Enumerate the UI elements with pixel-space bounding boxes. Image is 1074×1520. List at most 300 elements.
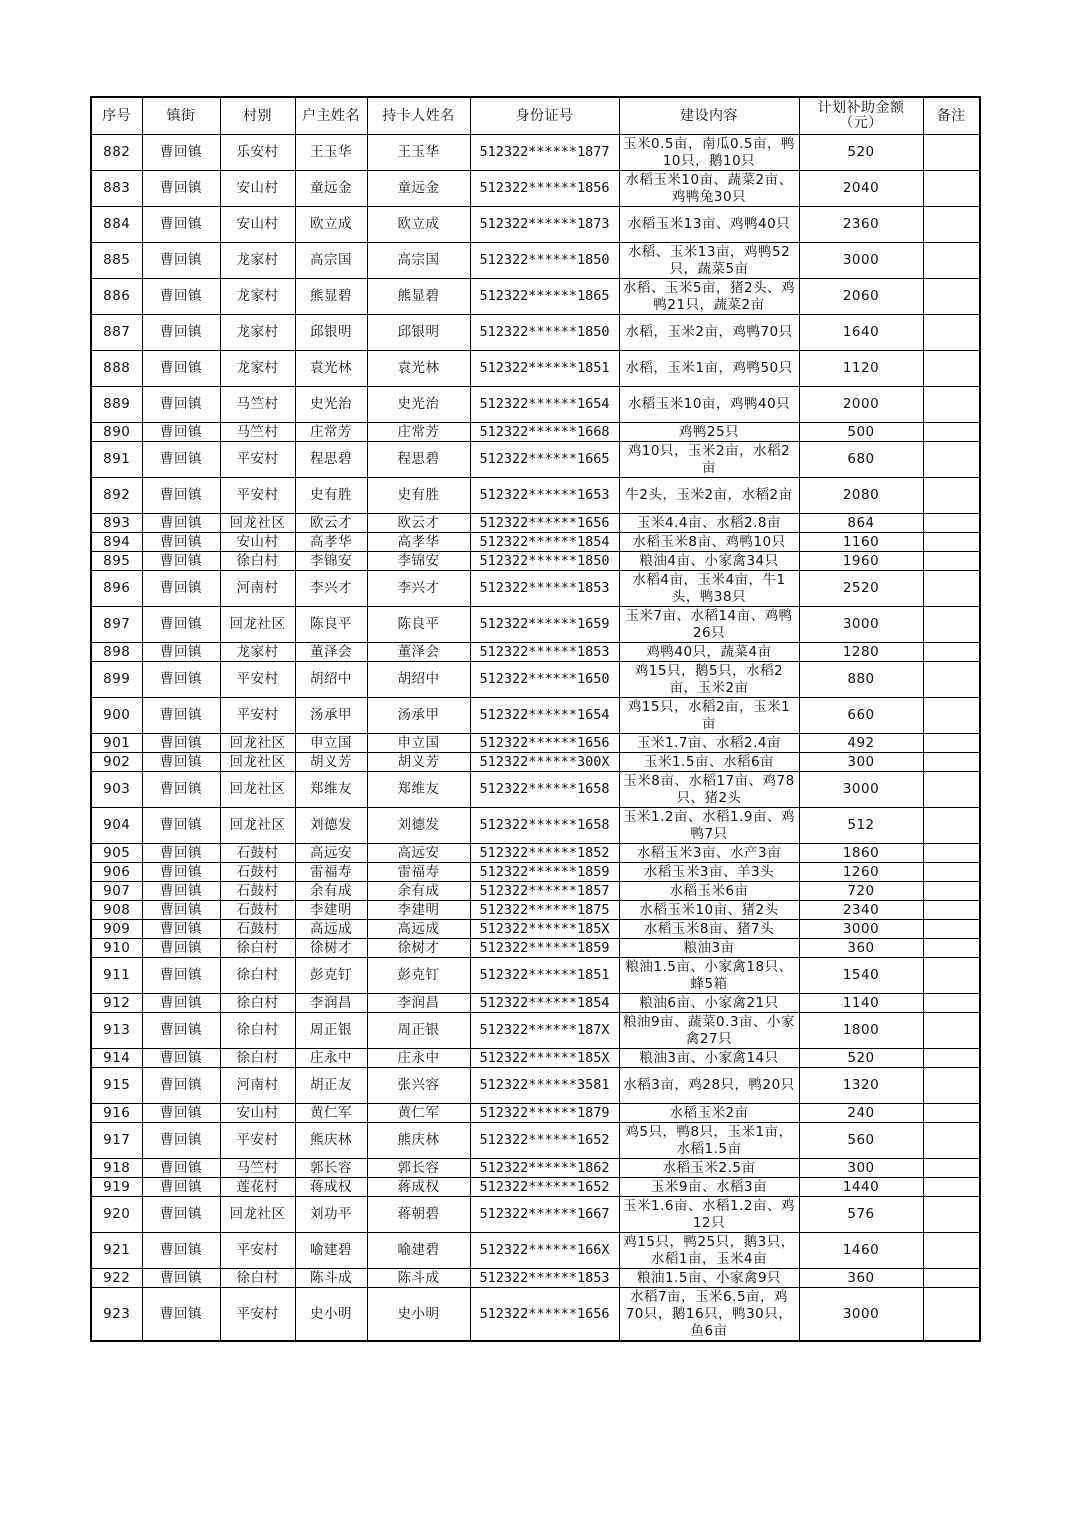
cell-household-head: 欧云才 bbox=[295, 514, 367, 533]
cell-construction: 水稻玉米2亩 bbox=[619, 1104, 799, 1123]
cell-subsidy: 720 bbox=[799, 882, 923, 901]
table-row bbox=[91, 1068, 980, 1104]
cell-town: 曹回镇 bbox=[142, 958, 220, 994]
cell-construction: 粮油4亩、小家禽34只 bbox=[619, 552, 799, 571]
table-row bbox=[91, 1269, 980, 1288]
cell-id-number: 512322******1654 bbox=[470, 387, 619, 423]
table-row bbox=[91, 901, 980, 920]
table-row bbox=[91, 844, 980, 863]
cell-card-holder: 熊显碧 bbox=[367, 279, 470, 315]
cell-household-head: 庄常芳 bbox=[295, 423, 367, 442]
cell-village: 回龙社区 bbox=[220, 607, 295, 643]
cell-subsidy: 520 bbox=[799, 1049, 923, 1068]
cell-no: 906 bbox=[91, 863, 142, 882]
cell-town: 曹回镇 bbox=[142, 207, 220, 243]
cell-remark bbox=[923, 442, 980, 478]
table-row bbox=[91, 958, 980, 994]
cell-town: 曹回镇 bbox=[142, 920, 220, 939]
cell-village: 徐白村 bbox=[220, 552, 295, 571]
cell-no: 908 bbox=[91, 901, 142, 920]
cell-household-head: 周正银 bbox=[295, 1013, 367, 1049]
table-row bbox=[91, 939, 980, 958]
cell-town: 曹回镇 bbox=[142, 643, 220, 662]
cell-village: 平安村 bbox=[220, 478, 295, 514]
cell-subsidy: 2040 bbox=[799, 171, 923, 207]
cell-household-head: 高孝华 bbox=[295, 533, 367, 552]
cell-subsidy: 2520 bbox=[799, 571, 923, 607]
cell-town: 曹回镇 bbox=[142, 135, 220, 171]
cell-id-number: 512322******1668 bbox=[470, 423, 619, 442]
cell-town: 曹回镇 bbox=[142, 734, 220, 753]
cell-village: 徐白村 bbox=[220, 994, 295, 1013]
table-row bbox=[91, 920, 980, 939]
cell-construction: 水稻7亩，玉米6.5亩，鸡70只，鹅16只，鸭30只，鱼6亩 bbox=[619, 1288, 799, 1342]
table-body bbox=[91, 135, 980, 1342]
cell-id-number: 512322******185X bbox=[470, 920, 619, 939]
cell-village: 乐安村 bbox=[220, 135, 295, 171]
cell-village: 石鼓村 bbox=[220, 844, 295, 863]
cell-construction: 水稻玉米6亩 bbox=[619, 882, 799, 901]
cell-village: 回龙社区 bbox=[220, 734, 295, 753]
cell-town: 曹回镇 bbox=[142, 552, 220, 571]
table-row bbox=[91, 442, 980, 478]
cell-household-head: 熊显碧 bbox=[295, 279, 367, 315]
cell-id-number: 512322******185X bbox=[470, 1049, 619, 1068]
cell-construction: 鸡15只，鸭25只，鹅3只，水稻1亩，玉米4亩 bbox=[619, 1233, 799, 1269]
cell-no: 895 bbox=[91, 552, 142, 571]
cell-construction: 鸡15只，鹅5只，水稻2亩，玉米2亩 bbox=[619, 662, 799, 698]
cell-subsidy: 1160 bbox=[799, 533, 923, 552]
cell-id-number: 512322******1658 bbox=[470, 772, 619, 808]
cell-construction: 牛2头，玉米2亩，水稻2亩 bbox=[619, 478, 799, 514]
cell-town: 曹回镇 bbox=[142, 1288, 220, 1342]
cell-subsidy: 1460 bbox=[799, 1233, 923, 1269]
cell-village: 龙家村 bbox=[220, 279, 295, 315]
cell-remark bbox=[923, 698, 980, 734]
cell-card-holder: 汤承甲 bbox=[367, 698, 470, 734]
cell-remark bbox=[923, 863, 980, 882]
cell-remark bbox=[923, 844, 980, 863]
cell-no: 899 bbox=[91, 662, 142, 698]
cell-household-head: 余有成 bbox=[295, 882, 367, 901]
cell-household-head: 袁光林 bbox=[295, 351, 367, 387]
cell-subsidy: 680 bbox=[799, 442, 923, 478]
cell-village: 河南村 bbox=[220, 571, 295, 607]
cell-construction: 鸡鸭40只，蔬菜4亩 bbox=[619, 643, 799, 662]
cell-construction: 粮油1.5亩、小家禽18只、蜂5箱 bbox=[619, 958, 799, 994]
cell-id-number: 512322******1879 bbox=[470, 1104, 619, 1123]
cell-town: 曹回镇 bbox=[142, 1269, 220, 1288]
cell-village: 平安村 bbox=[220, 1123, 295, 1159]
cell-village: 龙家村 bbox=[220, 315, 295, 351]
cell-construction: 水稻3亩，鸡28只，鸭20只 bbox=[619, 1068, 799, 1104]
cell-no: 910 bbox=[91, 939, 142, 958]
cell-no: 889 bbox=[91, 387, 142, 423]
cell-subsidy: 1800 bbox=[799, 1013, 923, 1049]
cell-subsidy: 360 bbox=[799, 939, 923, 958]
cell-id-number: 512322******166X bbox=[470, 1233, 619, 1269]
cell-town: 曹回镇 bbox=[142, 607, 220, 643]
cell-card-holder: 徐树才 bbox=[367, 939, 470, 958]
cell-no: 898 bbox=[91, 643, 142, 662]
cell-town: 曹回镇 bbox=[142, 478, 220, 514]
cell-construction: 玉米1.6亩、水稻1.2亩、鸡12只 bbox=[619, 1197, 799, 1233]
cell-subsidy: 360 bbox=[799, 1269, 923, 1288]
cell-remark bbox=[923, 882, 980, 901]
cell-card-holder: 高远成 bbox=[367, 920, 470, 939]
cell-remark bbox=[923, 1013, 980, 1049]
cell-card-holder: 熊庆林 bbox=[367, 1123, 470, 1159]
cell-no: 896 bbox=[91, 571, 142, 607]
cell-no: 883 bbox=[91, 171, 142, 207]
cell-construction: 鸡鸭25只 bbox=[619, 423, 799, 442]
cell-remark bbox=[923, 351, 980, 387]
cell-construction: 水稻玉米3亩、羊3头 bbox=[619, 863, 799, 882]
header-no: 序号 bbox=[91, 97, 142, 135]
cell-construction: 玉米1.7亩、水稻2.4亩 bbox=[619, 734, 799, 753]
cell-remark bbox=[923, 533, 980, 552]
cell-household-head: 史小明 bbox=[295, 1288, 367, 1342]
cell-id-number: 512322******187X bbox=[470, 1013, 619, 1049]
cell-id-number: 512322******1853 bbox=[470, 1269, 619, 1288]
cell-village: 龙家村 bbox=[220, 351, 295, 387]
table-row bbox=[91, 753, 980, 772]
cell-card-holder: 李锦安 bbox=[367, 552, 470, 571]
cell-no: 914 bbox=[91, 1049, 142, 1068]
cell-card-holder: 胡绍中 bbox=[367, 662, 470, 698]
cell-household-head: 喻建碧 bbox=[295, 1233, 367, 1269]
cell-no: 919 bbox=[91, 1178, 142, 1197]
table-row bbox=[91, 882, 980, 901]
cell-village: 平安村 bbox=[220, 1233, 295, 1269]
header-remark: 备注 bbox=[923, 97, 980, 135]
cell-subsidy: 3000 bbox=[799, 243, 923, 279]
cell-id-number: 512322******1856 bbox=[470, 171, 619, 207]
cell-household-head: 高远成 bbox=[295, 920, 367, 939]
cell-remark bbox=[923, 939, 980, 958]
cell-village: 回龙社区 bbox=[220, 772, 295, 808]
table-row bbox=[91, 207, 980, 243]
cell-household-head: 欧立成 bbox=[295, 207, 367, 243]
cell-subsidy: 660 bbox=[799, 698, 923, 734]
cell-village: 徐白村 bbox=[220, 1013, 295, 1049]
cell-construction: 水稻玉米10亩、猪2头 bbox=[619, 901, 799, 920]
cell-household-head: 李兴才 bbox=[295, 571, 367, 607]
cell-remark bbox=[923, 643, 980, 662]
table-row bbox=[91, 808, 980, 844]
cell-remark bbox=[923, 607, 980, 643]
cell-remark bbox=[923, 279, 980, 315]
cell-village: 回龙社区 bbox=[220, 808, 295, 844]
cell-village: 平安村 bbox=[220, 698, 295, 734]
cell-village: 徐白村 bbox=[220, 1049, 295, 1068]
cell-household-head: 熊庆林 bbox=[295, 1123, 367, 1159]
table-row bbox=[91, 1178, 980, 1197]
cell-card-holder: 高宗国 bbox=[367, 243, 470, 279]
cell-household-head: 童远金 bbox=[295, 171, 367, 207]
cell-remark bbox=[923, 207, 980, 243]
cell-remark bbox=[923, 552, 980, 571]
cell-no: 911 bbox=[91, 958, 142, 994]
cell-no: 884 bbox=[91, 207, 142, 243]
cell-subsidy: 2080 bbox=[799, 478, 923, 514]
table-row bbox=[91, 1104, 980, 1123]
cell-id-number: 512322******1656 bbox=[470, 1288, 619, 1342]
table-row bbox=[91, 533, 980, 552]
header-card-holder: 持卡人姓名 bbox=[367, 97, 470, 135]
cell-household-head: 郭长容 bbox=[295, 1159, 367, 1178]
cell-no: 903 bbox=[91, 772, 142, 808]
cell-remark bbox=[923, 171, 980, 207]
cell-remark bbox=[923, 1049, 980, 1068]
table-row bbox=[91, 171, 980, 207]
table-row bbox=[91, 1049, 980, 1068]
table-row bbox=[91, 514, 980, 533]
cell-construction: 水稻，玉米2亩，鸡鸭70只 bbox=[619, 315, 799, 351]
cell-village: 安山村 bbox=[220, 533, 295, 552]
header-subsidy: 计划补助金额（元） bbox=[799, 97, 923, 135]
cell-remark bbox=[923, 243, 980, 279]
cell-subsidy: 560 bbox=[799, 1123, 923, 1159]
cell-household-head: 王玉华 bbox=[295, 135, 367, 171]
cell-id-number: 512322******1658 bbox=[470, 808, 619, 844]
cell-card-holder: 童远金 bbox=[367, 171, 470, 207]
cell-remark bbox=[923, 1269, 980, 1288]
cell-no: 897 bbox=[91, 607, 142, 643]
cell-subsidy: 520 bbox=[799, 135, 923, 171]
header-household-head: 户主姓名 bbox=[295, 97, 367, 135]
cell-subsidy: 1860 bbox=[799, 844, 923, 863]
cell-town: 曹回镇 bbox=[142, 772, 220, 808]
cell-no: 904 bbox=[91, 808, 142, 844]
header-town: 镇街 bbox=[142, 97, 220, 135]
cell-construction: 水稻玉米10亩，鸡鸭40只 bbox=[619, 387, 799, 423]
cell-card-holder: 庄常芳 bbox=[367, 423, 470, 442]
cell-no: 894 bbox=[91, 533, 142, 552]
cell-town: 曹回镇 bbox=[142, 514, 220, 533]
cell-card-holder: 邱银明 bbox=[367, 315, 470, 351]
cell-village: 平安村 bbox=[220, 1288, 295, 1342]
cell-household-head: 邱银明 bbox=[295, 315, 367, 351]
cell-card-holder: 袁光林 bbox=[367, 351, 470, 387]
cell-construction: 玉米8亩、水稻17亩、鸡78只、猪2头 bbox=[619, 772, 799, 808]
cell-subsidy: 1640 bbox=[799, 315, 923, 351]
table-row bbox=[91, 1123, 980, 1159]
cell-card-holder: 黄仁军 bbox=[367, 1104, 470, 1123]
cell-card-holder: 王玉华 bbox=[367, 135, 470, 171]
cell-construction: 粮油1.5亩、小家禽9只 bbox=[619, 1269, 799, 1288]
table-row bbox=[91, 571, 980, 607]
cell-subsidy: 576 bbox=[799, 1197, 923, 1233]
cell-subsidy: 3000 bbox=[799, 920, 923, 939]
table-row bbox=[91, 734, 980, 753]
cell-subsidy: 512 bbox=[799, 808, 923, 844]
cell-remark bbox=[923, 1197, 980, 1233]
cell-no: 886 bbox=[91, 279, 142, 315]
cell-town: 曹回镇 bbox=[142, 533, 220, 552]
cell-town: 曹回镇 bbox=[142, 808, 220, 844]
cell-subsidy: 1140 bbox=[799, 994, 923, 1013]
cell-card-holder: 李建明 bbox=[367, 901, 470, 920]
cell-card-holder: 蒋朝碧 bbox=[367, 1197, 470, 1233]
cell-subsidy: 2340 bbox=[799, 901, 923, 920]
cell-id-number: 512322******1653 bbox=[470, 478, 619, 514]
cell-town: 曹回镇 bbox=[142, 753, 220, 772]
cell-town: 曹回镇 bbox=[142, 571, 220, 607]
cell-id-number: 512322******1654 bbox=[470, 698, 619, 734]
cell-card-holder: 史光治 bbox=[367, 387, 470, 423]
cell-town: 曹回镇 bbox=[142, 315, 220, 351]
cell-construction: 玉米7亩、水稻14亩、鸡鸭26只 bbox=[619, 607, 799, 643]
cell-id-number: 512322******1873 bbox=[470, 207, 619, 243]
cell-household-head: 高远安 bbox=[295, 844, 367, 863]
cell-household-head: 郑维友 bbox=[295, 772, 367, 808]
cell-id-number: 512322******1854 bbox=[470, 533, 619, 552]
cell-household-head: 董泽会 bbox=[295, 643, 367, 662]
cell-subsidy: 1540 bbox=[799, 958, 923, 994]
cell-card-holder: 庄永中 bbox=[367, 1049, 470, 1068]
cell-village: 石鼓村 bbox=[220, 901, 295, 920]
table-row bbox=[91, 607, 980, 643]
cell-no: 888 bbox=[91, 351, 142, 387]
cell-subsidy: 3000 bbox=[799, 1288, 923, 1342]
cell-no: 921 bbox=[91, 1233, 142, 1269]
table-row bbox=[91, 1233, 980, 1269]
cell-card-holder: 蒋成权 bbox=[367, 1178, 470, 1197]
cell-id-number: 512322******1851 bbox=[470, 351, 619, 387]
cell-household-head: 庄永中 bbox=[295, 1049, 367, 1068]
cell-household-head: 程思碧 bbox=[295, 442, 367, 478]
cell-remark bbox=[923, 1104, 980, 1123]
cell-construction: 玉米1.2亩、水稻1.9亩、鸡鸭7只 bbox=[619, 808, 799, 844]
cell-id-number: 512322******1850 bbox=[470, 243, 619, 279]
cell-construction: 玉米4.4亩、水稻2.8亩 bbox=[619, 514, 799, 533]
cell-household-head: 刘德发 bbox=[295, 808, 367, 844]
cell-card-holder: 郑维友 bbox=[367, 772, 470, 808]
cell-id-number: 512322******1853 bbox=[470, 571, 619, 607]
cell-card-holder: 陈良平 bbox=[367, 607, 470, 643]
cell-village: 平安村 bbox=[220, 662, 295, 698]
table-row bbox=[91, 1288, 980, 1342]
cell-id-number: 512322******300X bbox=[470, 753, 619, 772]
cell-remark bbox=[923, 994, 980, 1013]
cell-subsidy: 1120 bbox=[799, 351, 923, 387]
table-row bbox=[91, 552, 980, 571]
table-row bbox=[91, 243, 980, 279]
cell-subsidy: 300 bbox=[799, 1159, 923, 1178]
cell-id-number: 512322******1659 bbox=[470, 607, 619, 643]
cell-village: 回龙社区 bbox=[220, 753, 295, 772]
header-row bbox=[91, 97, 980, 135]
cell-remark bbox=[923, 920, 980, 939]
cell-construction: 水稻，玉米1亩，鸡鸭50只 bbox=[619, 351, 799, 387]
cell-subsidy: 1260 bbox=[799, 863, 923, 882]
cell-no: 891 bbox=[91, 442, 142, 478]
cell-construction: 水稻玉米2.5亩 bbox=[619, 1159, 799, 1178]
cell-id-number: 512322******1667 bbox=[470, 1197, 619, 1233]
cell-no: 893 bbox=[91, 514, 142, 533]
cell-id-number: 512322******1852 bbox=[470, 844, 619, 863]
cell-town: 曹回镇 bbox=[142, 1104, 220, 1123]
cell-town: 曹回镇 bbox=[142, 442, 220, 478]
cell-card-holder: 雷福寿 bbox=[367, 863, 470, 882]
cell-subsidy: 1960 bbox=[799, 552, 923, 571]
cell-card-holder: 李润昌 bbox=[367, 994, 470, 1013]
cell-no: 916 bbox=[91, 1104, 142, 1123]
table-row bbox=[91, 387, 980, 423]
cell-construction: 水稻玉米13亩、鸡鸭40只 bbox=[619, 207, 799, 243]
cell-remark bbox=[923, 571, 980, 607]
cell-no: 923 bbox=[91, 1288, 142, 1342]
table-row bbox=[91, 478, 980, 514]
cell-card-holder: 史有胜 bbox=[367, 478, 470, 514]
cell-id-number: 512322******1851 bbox=[470, 958, 619, 994]
table-row bbox=[91, 1159, 980, 1178]
cell-remark bbox=[923, 1178, 980, 1197]
table-row bbox=[91, 351, 980, 387]
cell-town: 曹回镇 bbox=[142, 994, 220, 1013]
cell-construction: 鸡15只，水稻2亩，玉米1亩 bbox=[619, 698, 799, 734]
table-row bbox=[91, 1197, 980, 1233]
cell-town: 曹回镇 bbox=[142, 844, 220, 863]
cell-no: 890 bbox=[91, 423, 142, 442]
cell-household-head: 申立国 bbox=[295, 734, 367, 753]
cell-town: 曹回镇 bbox=[142, 698, 220, 734]
cell-town: 曹回镇 bbox=[142, 243, 220, 279]
cell-no: 887 bbox=[91, 315, 142, 351]
cell-no: 902 bbox=[91, 753, 142, 772]
cell-card-holder: 张兴容 bbox=[367, 1068, 470, 1104]
cell-town: 曹回镇 bbox=[142, 279, 220, 315]
cell-id-number: 512322******1865 bbox=[470, 279, 619, 315]
cell-town: 曹回镇 bbox=[142, 662, 220, 698]
cell-village: 安山村 bbox=[220, 1104, 295, 1123]
cell-subsidy: 1320 bbox=[799, 1068, 923, 1104]
cell-subsidy: 2060 bbox=[799, 279, 923, 315]
table-row bbox=[91, 643, 980, 662]
cell-no: 905 bbox=[91, 844, 142, 863]
cell-village: 石鼓村 bbox=[220, 882, 295, 901]
cell-subsidy: 240 bbox=[799, 1104, 923, 1123]
cell-subsidy: 500 bbox=[799, 423, 923, 442]
cell-id-number: 512322******1652 bbox=[470, 1123, 619, 1159]
cell-no: 907 bbox=[91, 882, 142, 901]
cell-construction: 水稻玉米8亩、猪7头 bbox=[619, 920, 799, 939]
cell-household-head: 史有胜 bbox=[295, 478, 367, 514]
cell-no: 918 bbox=[91, 1159, 142, 1178]
cell-household-head: 史光治 bbox=[295, 387, 367, 423]
cell-remark bbox=[923, 1159, 980, 1178]
cell-remark bbox=[923, 315, 980, 351]
cell-village: 徐白村 bbox=[220, 1269, 295, 1288]
header-id-number: 身份证号 bbox=[470, 97, 619, 135]
cell-id-number: 512322******1877 bbox=[470, 135, 619, 171]
cell-village: 徐白村 bbox=[220, 939, 295, 958]
cell-village: 回龙社区 bbox=[220, 1197, 295, 1233]
cell-town: 曹回镇 bbox=[142, 1123, 220, 1159]
table-row bbox=[91, 423, 980, 442]
cell-household-head: 李润昌 bbox=[295, 994, 367, 1013]
cell-household-head: 彭克钉 bbox=[295, 958, 367, 994]
cell-subsidy: 2000 bbox=[799, 387, 923, 423]
cell-card-holder: 郭长容 bbox=[367, 1159, 470, 1178]
cell-id-number: 512322******1656 bbox=[470, 514, 619, 533]
table-row bbox=[91, 1013, 980, 1049]
cell-card-holder: 高远安 bbox=[367, 844, 470, 863]
cell-household-head: 陈斗成 bbox=[295, 1269, 367, 1288]
cell-subsidy: 864 bbox=[799, 514, 923, 533]
cell-household-head: 雷福寿 bbox=[295, 863, 367, 882]
